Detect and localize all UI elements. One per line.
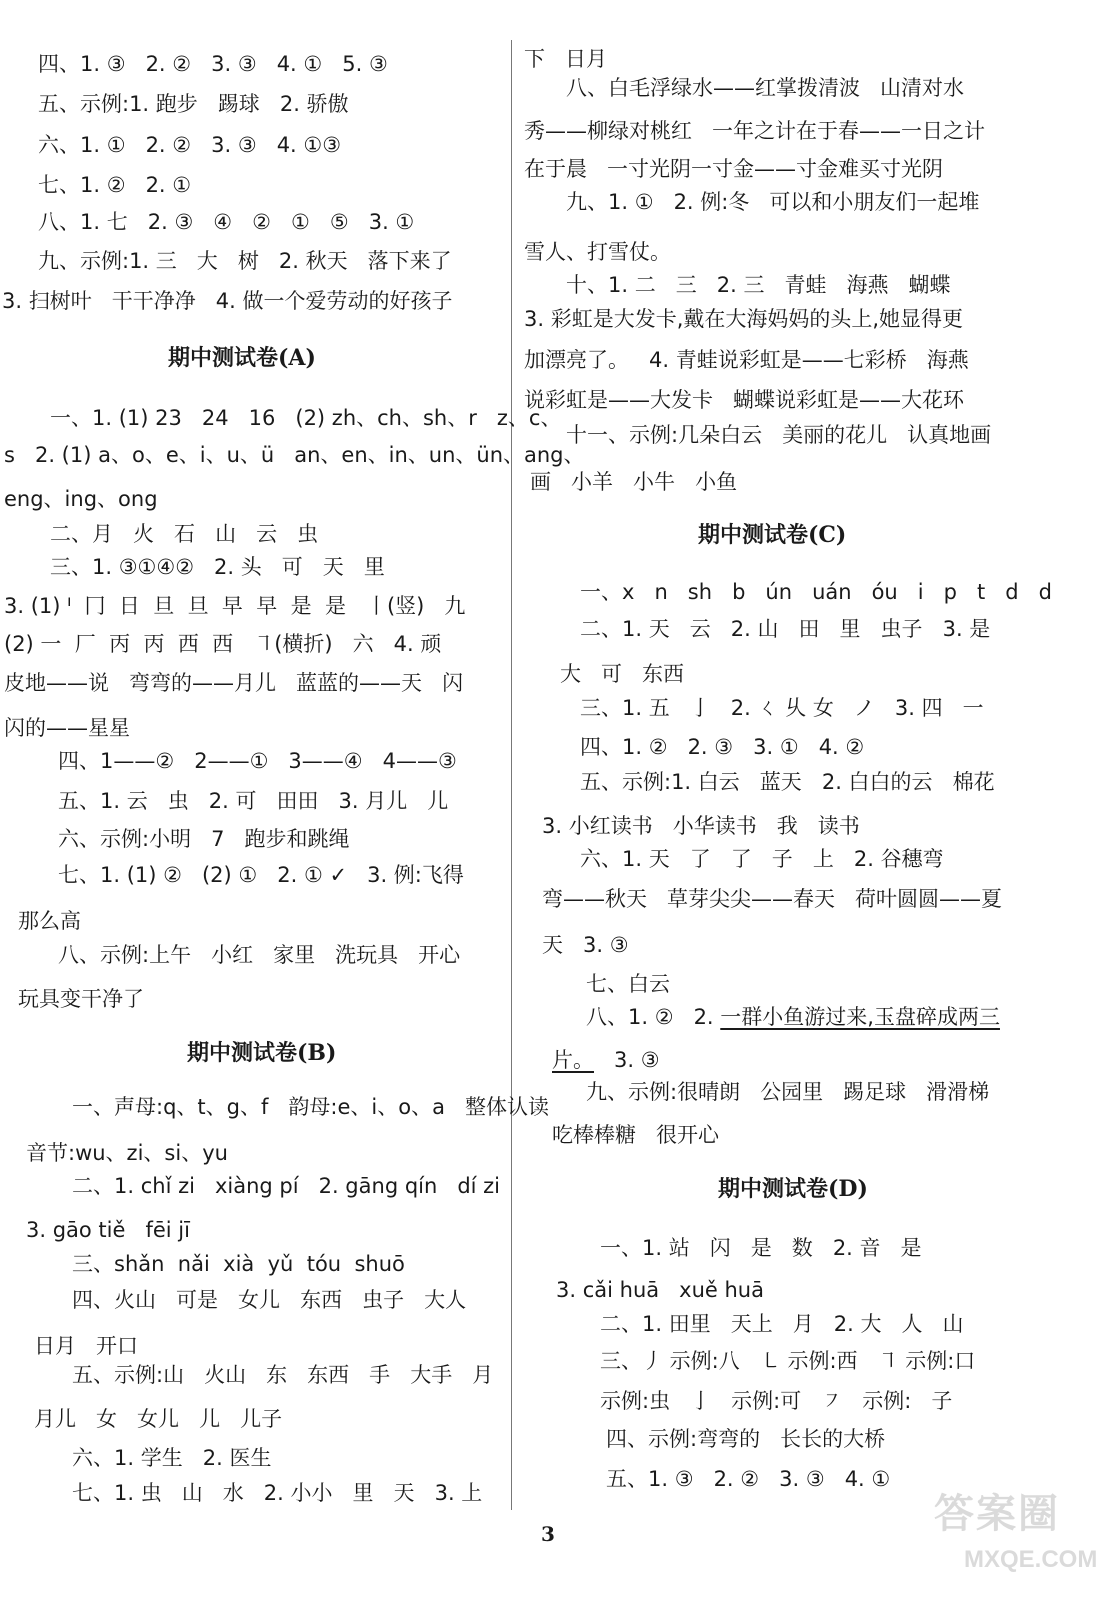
answer-line: 3. (1) ᑊ 冂 日 旦 旦 早 早 是 是 丨(竖) 九 (4, 594, 466, 618)
answer-line: 七、白云 (586, 972, 670, 996)
answer-line: 十、1. 二 三 2. 三 青蛙 海燕 蝴蝶 (566, 273, 951, 297)
answer-line: 在于晨 一寸光阴一寸金——寸金难买寸光阴 (524, 157, 944, 181)
answer-line: 六、1. ① 2. ② 3. ③ 4. ①③ (38, 133, 342, 157)
answer-line: 六、1. 学生 2. 医生 (72, 1446, 272, 1470)
section-heading-b: 期中测试卷(B) (187, 1040, 337, 1066)
answer-line: 四、火山 可是 女儿 东西 虫子 大人 (72, 1288, 467, 1312)
answer-line: 九、示例:很晴朗 公园里 踢足球 滑滑梯 (586, 1080, 990, 1104)
answer-line: 示例:虫 亅 示例:可 ㇇ 示例: 子 (600, 1389, 953, 1413)
answer-line (586, 1003, 1000, 1031)
answer-line: 二、1. 天 云 2. 山 田 里 虫子 3. 是 (580, 617, 991, 641)
answer-line: 皮地——说 弯弯的——月儿 蓝蓝的——天 闪 (4, 671, 464, 695)
section-heading-c: 期中测试卷(C) (698, 522, 847, 548)
answer-line: 四、1. ② 2. ③ 3. ① 4. ② (580, 735, 865, 759)
answer-line: 说彩虹是——大发卡 蝴蝶说彩虹是——大花环 (524, 388, 965, 412)
answer-line: 3. 彩虹是大发卡,戴在大海妈妈的头上,她显得更 (524, 307, 964, 331)
answer-line: 一、声母:q、t、g、f 韵母:e、i、o、a 整体认读 (72, 1095, 549, 1119)
answer-line: 闪的——星星 (4, 716, 130, 740)
answer-line: 五、示例:山 火山 东 东西 手 大手 月 (72, 1363, 494, 1387)
underlined-answer: 片。 (552, 1048, 594, 1072)
answer-line: s 2. (1) a、o、e、i、u、ü an、en、in、un、ün、ang、 (4, 443, 585, 467)
answer-line: 日月 开口 (34, 1334, 139, 1358)
answer-line: 三、shǎn nǎi xià yǔ tóu shuō (72, 1252, 405, 1276)
answer-line: 十一、示例:几朵白云 美丽的花儿 认真地画 (566, 423, 992, 447)
answer-line: 一、1. (1) 23 24 16 (2) zh、ch、sh、r z、c、 (50, 406, 562, 430)
answer-line: 一、1. 站 闪 是 数 2. 音 是 (600, 1236, 922, 1260)
answer-line: 八、示例:上午 小红 家里 洗玩具 开心 (58, 943, 461, 967)
answer-line: 七、1. ② 2. ① (38, 173, 192, 197)
answer-line: 三、丿 示例:八 ㇄ 示例:西 ㇕ 示例:口 (600, 1349, 976, 1373)
answer-line: 八、1. 七 2. ③ ④ ② ① ⑤ 3. ① (38, 210, 415, 234)
answer-line (552, 1046, 660, 1074)
answer-text: 3. ③ (594, 1048, 660, 1072)
answer-line: 八、白毛浮绿水——红掌拨清波 山清对水 (566, 76, 965, 100)
answer-line: 画 小羊 小牛 小鱼 (530, 470, 738, 494)
answer-line: 下 日月 (524, 47, 608, 71)
answer-line: 四、示例:弯弯的 长长的大桥 (606, 1427, 886, 1451)
watermark-logo-text: 答案圈 (934, 1491, 1060, 1537)
answer-line: 弯——秋天 草芽尖尖——春天 荷叶圆圆——夏 (542, 887, 1003, 911)
answer-line: 吃棒棒糖 很开心 (552, 1123, 720, 1147)
answer-line: 二、1. chǐ zi xiàng pí 2. gāng qín dí zi (72, 1174, 501, 1198)
answer-line: 3. gāo tiě fēi jī (26, 1218, 190, 1242)
answer-line: 玩具变干净了 (18, 987, 144, 1011)
site-watermark (934, 1480, 1098, 1590)
page-number: 3 (541, 1522, 555, 1546)
answer-line: 三、1. ③①④② 2. 头 可 天 里 (50, 555, 385, 579)
answer-line: 三、1. 五 亅 2. ㄑ 乆 女 ノ 3. 四 一 (580, 696, 984, 720)
column-divider (511, 40, 512, 1510)
answer-line: 大 可 东西 (560, 662, 685, 686)
answer-text: 八、1. ② 2. (586, 1005, 721, 1029)
section-heading-a: 期中测试卷(A) (168, 345, 316, 371)
answer-line: 秀——柳绿对桃红 一年之计在于春——一日之计 (524, 119, 986, 143)
answer-line: 3. cǎi huā xuě huā (556, 1278, 764, 1302)
answer-line: (2) 一 厂 丙 丙 西 西 ㇕(横折) 六 4. 顽 (4, 632, 442, 656)
answer-line: 天 3. ③ (542, 933, 629, 957)
watermark-url: MXQE.COM (964, 1546, 1098, 1573)
answer-line: 四、1——② 2——① 3——④ 4——③ (58, 749, 457, 773)
answer-line: 五、1. 云 虫 2. 可 田田 3. 月儿 儿 (58, 789, 449, 813)
answer-line: 二、1. 田里 天上 月 2. 大 人 山 (600, 1312, 964, 1336)
answer-line: 七、1. (1) ② (2) ① 2. ① ✓ 3. 例:飞得 (58, 863, 464, 887)
underlined-answer: 一群小鱼游过来,玉盘碎成两三 (720, 1005, 1000, 1029)
answer-line: 那么高 (18, 909, 81, 933)
answer-line: 九、1. ① 2. 例:冬 可以和小朋友们一起堆 (566, 190, 980, 214)
answer-line: 七、1. 虫 山 水 2. 小小 里 天 3. 上 (72, 1481, 483, 1505)
answer-line: 五、1. ③ 2. ② 3. ③ 4. ① (606, 1467, 891, 1491)
answer-line: eng、ing、ong (4, 487, 158, 511)
answer-line: 四、1. ③ 2. ② 3. ③ 4. ① 5. ③ (38, 52, 388, 76)
answer-line: 雪人、打雪仗。 (524, 240, 671, 264)
answer-line: 月儿 女 女儿 儿 儿子 (34, 1407, 283, 1431)
answer-line: 二、月 火 石 山 云 虫 (50, 522, 319, 546)
answer-line: 五、示例:1. 白云 蓝天 2. 白白的云 棉花 (580, 770, 995, 794)
answer-line: 3. 扫树叶 干干净净 4. 做一个爱劳动的好孩子 (2, 289, 453, 313)
answer-line: 3. 小红读书 小华读书 我 读书 (542, 814, 860, 838)
answer-line: 九、示例:1. 三 大 树 2. 秋天 落下来了 (38, 249, 452, 273)
answer-line: 音节:wu、zi、si、yu (26, 1141, 228, 1165)
answer-line: 六、1. 天 了 了 子 上 2. 谷穗弯 (580, 847, 944, 871)
answer-line: 一、x n sh b ún uán óu i p t d d (580, 580, 1052, 604)
answer-line: 加漂亮了。 4. 青蛙说彩虹是——七彩桥 海燕 (524, 348, 969, 372)
section-heading-d: 期中测试卷(D) (718, 1176, 868, 1202)
answer-line: 五、示例:1. 跑步 踢球 2. 骄傲 (38, 92, 349, 116)
answer-line: 六、示例:小明 7 跑步和跳绳 (58, 827, 350, 851)
